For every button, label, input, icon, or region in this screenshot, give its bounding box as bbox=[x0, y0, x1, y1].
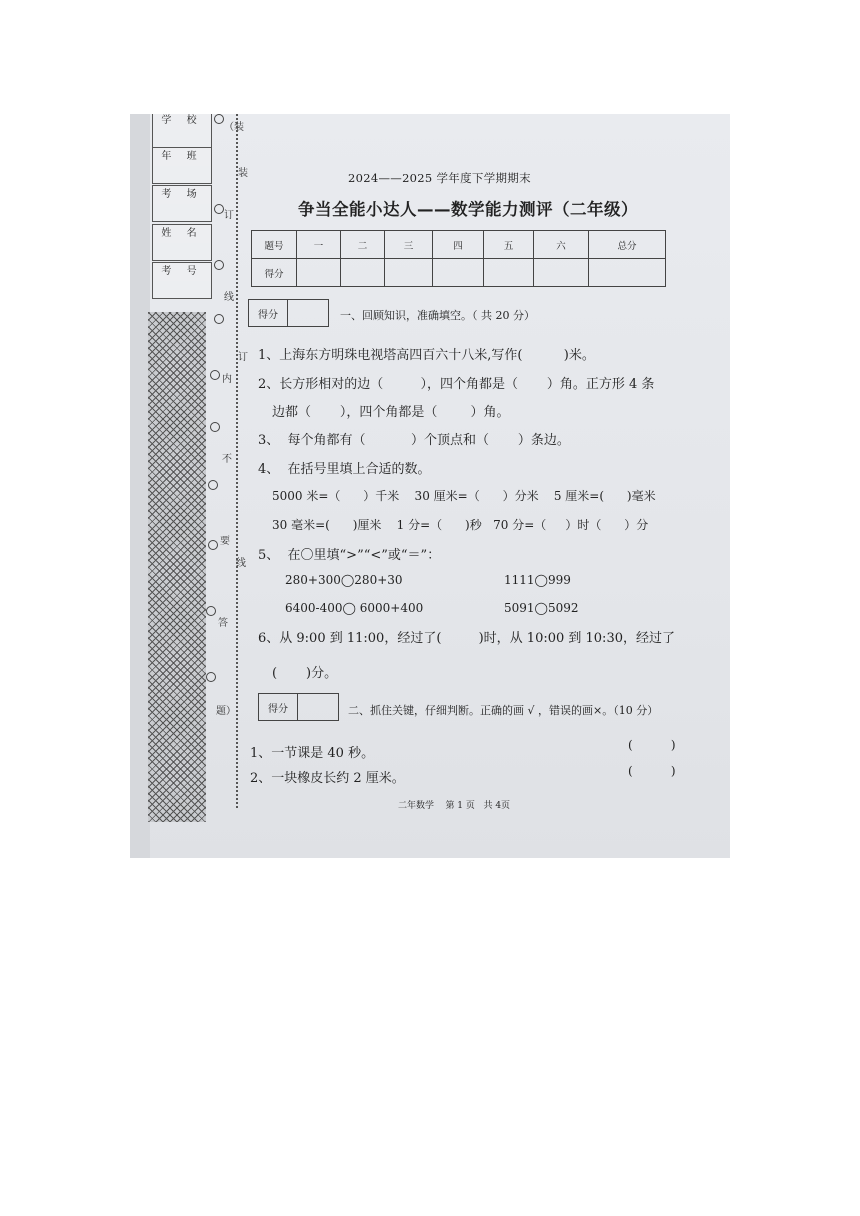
question-2-2: 2、一块橡皮长约 2 厘米。 bbox=[250, 771, 405, 786]
binding-text: 线 bbox=[236, 558, 246, 569]
question-1-3: 3、 每个角都有（ ）个顶点和（ ）条边。 bbox=[258, 433, 570, 448]
binding-hole-circle bbox=[210, 422, 220, 432]
binding-text: 内 bbox=[222, 374, 232, 385]
score-table-row-label: 得分 bbox=[252, 259, 297, 287]
field-school: 学 校 bbox=[152, 114, 212, 131]
score-table-column: 三 bbox=[385, 231, 433, 259]
score-cell bbox=[433, 259, 484, 287]
score-cell bbox=[534, 259, 589, 287]
section1-score-box bbox=[248, 299, 329, 327]
binding-text: （装 bbox=[224, 122, 244, 133]
field-exam-room: 考 场 bbox=[152, 185, 212, 205]
score-table-column: 五 bbox=[484, 231, 534, 259]
binding-text: 要 bbox=[220, 536, 230, 547]
score-table-column: 一 bbox=[297, 231, 341, 259]
section2-score-blank bbox=[298, 694, 338, 720]
field-name: 姓 名 bbox=[152, 224, 212, 244]
question-1-2-cont: 边都（ ），四个角都是（ ）角。 bbox=[272, 405, 510, 420]
field-exam-number: 考 号 bbox=[152, 262, 212, 282]
question-1-2: 2、长方形相对的边（ ），四个角都是（ ）角。正方形 4 条 bbox=[258, 377, 655, 392]
question-1-4-row1: 5000 米=（ ）千米 30 厘米=（ ）分米 5 厘米=( )毫米 bbox=[272, 489, 656, 503]
section1-title: 一、回顾知识，准确填空。（ 共 20 分） bbox=[340, 309, 535, 322]
binding-hole-circle bbox=[214, 204, 224, 214]
binding-text: 订 bbox=[224, 210, 234, 221]
binding-hole-circle bbox=[208, 480, 218, 490]
score-table-column: 四 bbox=[433, 231, 484, 259]
score-table-column: 总分 bbox=[589, 231, 666, 259]
question-1-5-d: 5091◯5092 bbox=[504, 601, 579, 615]
main-title: 争当全能小达人——数学能力测评（二年级） bbox=[298, 200, 638, 219]
question-1-4: 4、 在括号里填上合适的数。 bbox=[258, 462, 431, 477]
binding-hole-circle bbox=[214, 314, 224, 324]
question-1-5-b: 1111◯999 bbox=[504, 573, 571, 587]
binding-text: 答 bbox=[218, 618, 228, 629]
question-2-1: 1、一节课是 40 秒。 bbox=[250, 746, 375, 761]
section1-score-blank bbox=[288, 300, 328, 326]
field-school-line bbox=[152, 130, 212, 148]
score-cell bbox=[297, 259, 341, 287]
binding-text: 订 bbox=[238, 352, 248, 363]
binding-hole-circle bbox=[206, 606, 216, 616]
section2-score-label: 得分 bbox=[259, 694, 298, 720]
binding-text: 不 bbox=[222, 454, 232, 465]
field-name-line bbox=[152, 243, 212, 261]
score-cell bbox=[589, 259, 666, 287]
left-margin-strip bbox=[130, 114, 150, 858]
question-1-6: 6、从 9:00 到 11:00，经过了( )时，从 10:00 到 10:30，经过了 bbox=[258, 631, 675, 646]
score-table bbox=[251, 230, 666, 287]
score-cell bbox=[341, 259, 385, 287]
binding-dotted-line bbox=[236, 114, 238, 808]
binding-text: 线 bbox=[224, 292, 234, 303]
binding-hole-circle bbox=[208, 540, 218, 550]
field-class-line bbox=[152, 166, 212, 184]
score-table-column: 二 bbox=[341, 231, 385, 259]
question-1-6-cont: ( )分。 bbox=[272, 666, 338, 681]
field-class: 年 班 bbox=[152, 147, 212, 167]
binding-hole-circle bbox=[210, 370, 220, 380]
score-table-column: 六 bbox=[534, 231, 589, 259]
binding-text: 装 bbox=[238, 168, 248, 179]
question-1-5-c: 6400-400◯ 6000+400 bbox=[285, 601, 424, 615]
question-1-1: 1、上海东方明珠电视塔高四百六十八米,写作( )米。 bbox=[258, 348, 595, 363]
binding-text: 题） bbox=[216, 706, 236, 717]
question-1-4-row2: 30 毫米=( )厘米 1 分=（ )秒 70 分=（ ）时（ ）分 bbox=[272, 518, 649, 532]
binding-hole-circle bbox=[214, 260, 224, 270]
question-1-5-a: 280+300◯280+30 bbox=[285, 573, 403, 587]
binding-hole-circle bbox=[206, 672, 216, 682]
question-2-1-answer-blank: ( ) bbox=[628, 738, 676, 752]
page-footer: 二年数学 第 1 页 共 4页 bbox=[398, 801, 511, 811]
section1-score-label: 得分 bbox=[249, 300, 288, 326]
question-1-5: 5、 在〇里填“>”“<”或“＝”： bbox=[258, 548, 441, 563]
question-2-2-answer-blank: ( ) bbox=[628, 764, 676, 778]
exam-photo bbox=[130, 114, 730, 858]
field-exam-number-line bbox=[152, 281, 212, 299]
year-title: 2024——2025 学年度下学期期末 bbox=[348, 171, 531, 185]
hatched-binding-area bbox=[148, 312, 206, 822]
binding-hole-circle bbox=[214, 114, 224, 124]
section2-score-box bbox=[258, 693, 339, 721]
section2-title: 二、抓住关键，仔细判断。正确的画 √ ，错误的画×。（10 分） bbox=[348, 704, 659, 717]
score-cell bbox=[385, 259, 433, 287]
score-table-header-label: 题号 bbox=[252, 231, 297, 259]
score-cell bbox=[484, 259, 534, 287]
field-exam-room-line bbox=[152, 204, 212, 222]
